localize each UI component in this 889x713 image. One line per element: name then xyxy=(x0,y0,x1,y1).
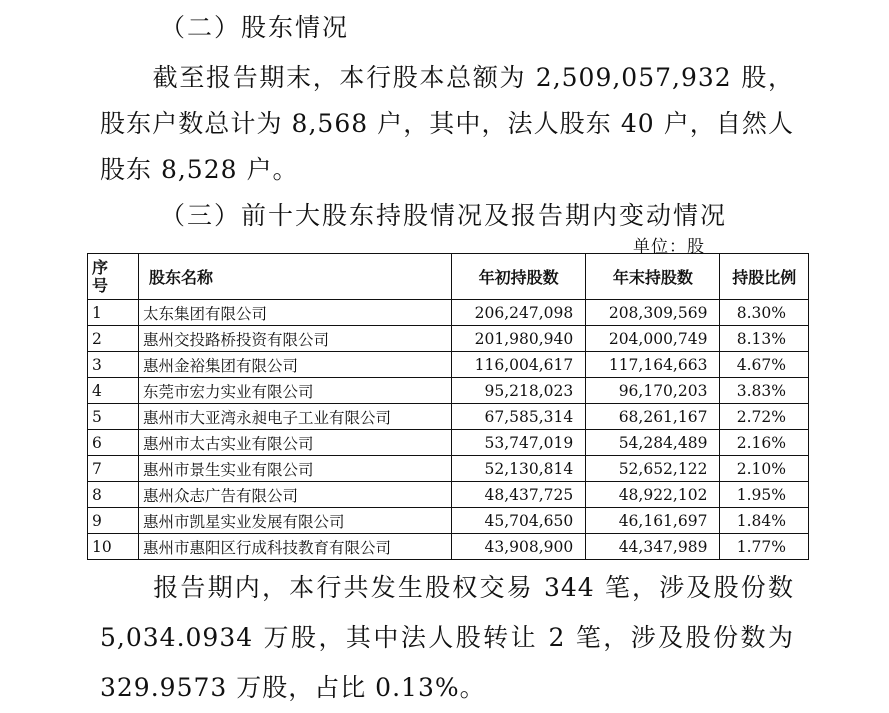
cell-seq: 7 xyxy=(88,456,139,482)
header-begin: 年初持股数 xyxy=(452,254,586,300)
table-header-row xyxy=(88,254,809,300)
cell-shareholder-name: 惠州市景生实业有限公司 xyxy=(139,456,452,482)
table-row xyxy=(88,352,809,378)
cell-shareholder-name: 惠州市大亚湾永昶电子工业有限公司 xyxy=(139,404,452,430)
cell-shareholder-name: 惠州市凯星实业发展有限公司 xyxy=(139,508,452,534)
cell-seq: 8 xyxy=(88,482,139,508)
cell-end-shares: 52,652,122 xyxy=(586,456,720,482)
header-seq: 序号 xyxy=(88,254,139,300)
table-row xyxy=(88,456,809,482)
table-row xyxy=(88,378,809,404)
cell-seq: 3 xyxy=(88,352,139,378)
cell-shareholder-name: 东莞市宏力实业有限公司 xyxy=(139,378,452,404)
cell-ratio: 4.67% xyxy=(720,352,809,378)
cell-shareholder-name: 惠州交投路桥投资有限公司 xyxy=(139,326,452,352)
cell-ratio: 2.16% xyxy=(720,430,809,456)
cell-seq: 1 xyxy=(88,300,139,326)
cell-end-shares: 117,164,663 xyxy=(586,352,720,378)
cell-ratio: 1.84% xyxy=(720,508,809,534)
equity-transactions-text: 报告期内，本行共发生股权交易 344 笔，涉及股份数 5,034.0934 万股，其中法人股转让 2 笔，涉及股份数为 329.9573 万股，占比 0.13%。 xyxy=(100,573,794,702)
cell-shareholder-name: 惠州金裕集团有限公司 xyxy=(139,352,452,378)
cell-seq: 5 xyxy=(88,404,139,430)
equity-transactions-paragraph xyxy=(100,563,794,713)
shareholder-summary-paragraph xyxy=(100,55,794,193)
unit-label: 单位：股 xyxy=(633,237,705,257)
cell-ratio: 1.77% xyxy=(720,534,809,560)
cell-end-shares: 46,161,697 xyxy=(586,508,720,534)
header-end: 年末持股数 xyxy=(586,254,720,300)
section-2-heading: （二）股东情况 xyxy=(160,13,350,42)
cell-shareholder-name: 太东集团有限公司 xyxy=(139,300,452,326)
cell-begin-shares: 52,130,814 xyxy=(452,456,586,482)
top-ten-shareholders-table xyxy=(87,253,809,560)
cell-ratio: 3.83% xyxy=(720,378,809,404)
section-3-heading: （三）前十大股东持股情况及报告期内变动情况 xyxy=(160,201,728,230)
header-ratio: 持股比例 xyxy=(720,254,809,300)
table-row xyxy=(88,482,809,508)
cell-begin-shares: 48,437,725 xyxy=(452,482,586,508)
cell-ratio: 1.95% xyxy=(720,482,809,508)
table-row xyxy=(88,430,809,456)
cell-end-shares: 96,170,203 xyxy=(586,378,720,404)
cell-seq: 2 xyxy=(88,326,139,352)
cell-begin-shares: 45,704,650 xyxy=(452,508,586,534)
cell-end-shares: 54,284,489 xyxy=(586,430,720,456)
cell-begin-shares: 67,585,314 xyxy=(452,404,586,430)
table-row xyxy=(88,300,809,326)
cell-begin-shares: 53,747,019 xyxy=(452,430,586,456)
table-row xyxy=(88,326,809,352)
cell-shareholder-name: 惠州众志广告有限公司 xyxy=(139,482,452,508)
cell-end-shares: 208,309,569 xyxy=(586,300,720,326)
cell-shareholder-name: 惠州市太古实业有限公司 xyxy=(139,430,452,456)
cell-end-shares: 48,922,102 xyxy=(586,482,720,508)
header-name: 股东名称 xyxy=(139,254,452,300)
cell-end-shares: 68,261,167 xyxy=(586,404,720,430)
cell-begin-shares: 206,247,098 xyxy=(452,300,586,326)
cell-seq: 9 xyxy=(88,508,139,534)
cell-begin-shares: 201,980,940 xyxy=(452,326,586,352)
cell-begin-shares: 116,004,617 xyxy=(452,352,586,378)
shareholder-summary-text: 截至报告期末，本行股本总额为 2,509,057,932 股，股东户数总计为 8,568 户，其中，法人股东 40 户，自然人股东 8,528 户。 xyxy=(100,63,794,184)
table-row xyxy=(88,404,809,430)
cell-end-shares: 44,347,989 xyxy=(586,534,720,560)
cell-ratio: 8.30% xyxy=(720,300,809,326)
cell-end-shares: 204,000,749 xyxy=(586,326,720,352)
cell-shareholder-name: 惠州市惠阳区行成科技教育有限公司 xyxy=(139,534,452,560)
table-row xyxy=(88,534,809,560)
cell-seq: 10 xyxy=(88,534,139,560)
cell-ratio: 8.13% xyxy=(720,326,809,352)
cell-seq: 6 xyxy=(88,430,139,456)
cell-ratio: 2.10% xyxy=(720,456,809,482)
cell-ratio: 2.72% xyxy=(720,404,809,430)
cell-begin-shares: 95,218,023 xyxy=(452,378,586,404)
table-row xyxy=(88,508,809,534)
cell-seq: 4 xyxy=(88,378,139,404)
cell-begin-shares: 43,908,900 xyxy=(452,534,586,560)
